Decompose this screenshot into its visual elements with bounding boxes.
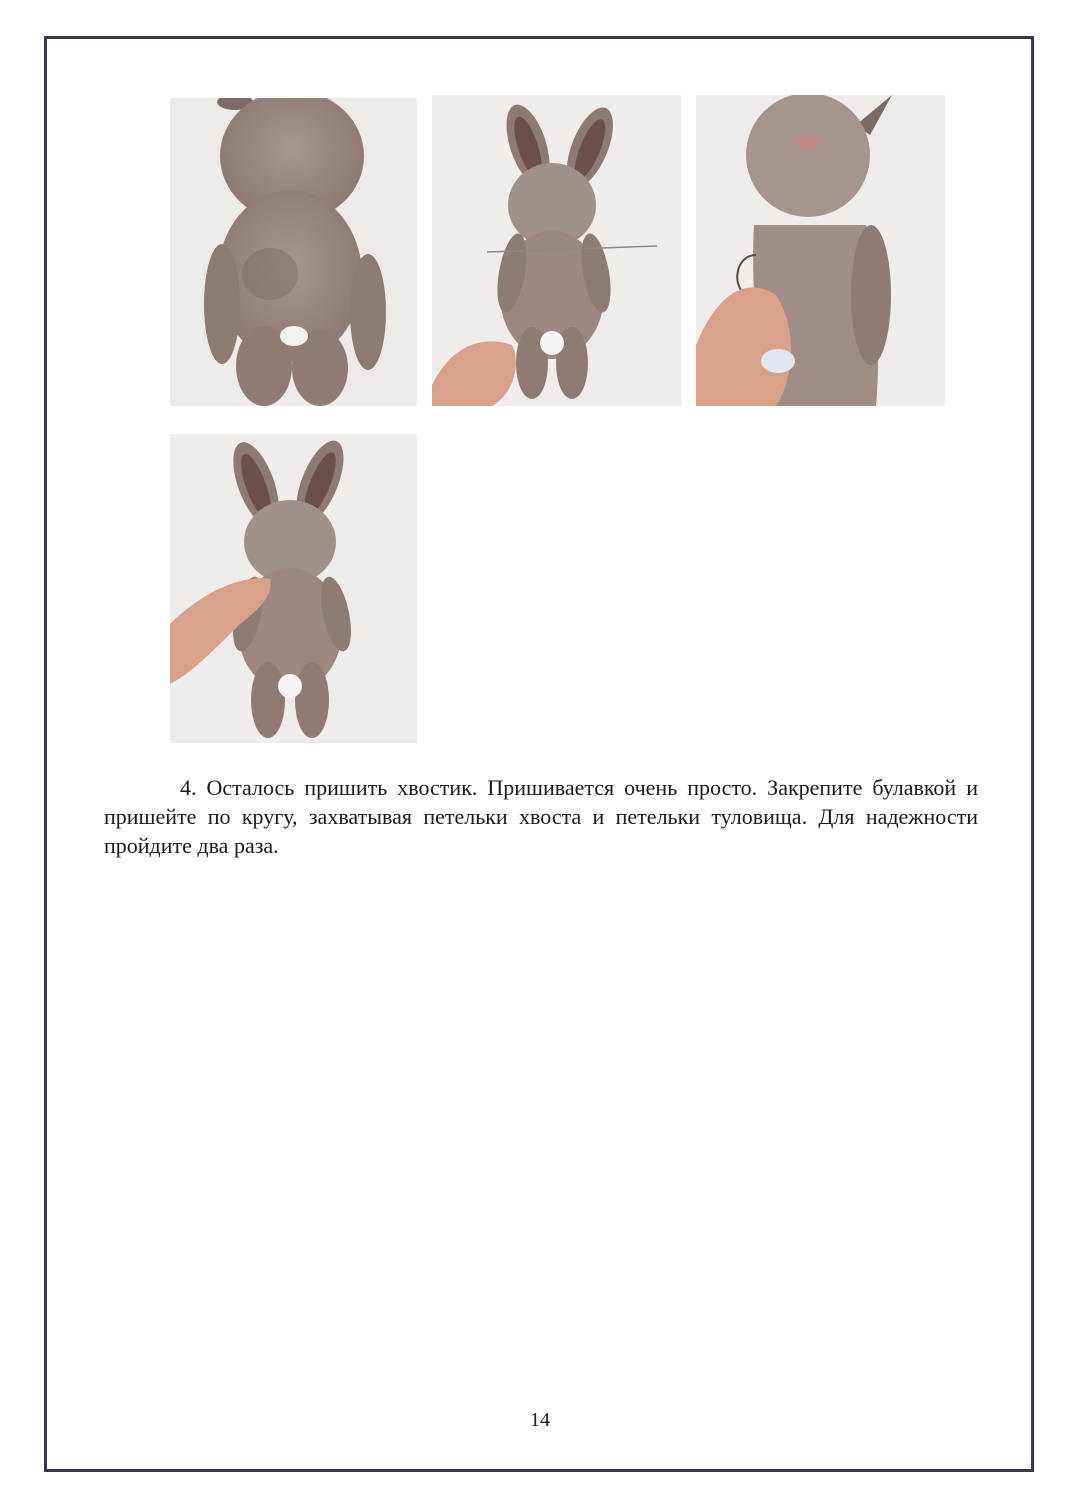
photo-bunny-closeup [696, 95, 945, 406]
knitted-bunny-closeup-photo-icon [696, 95, 945, 406]
photo-bunny-needle [432, 95, 681, 406]
instruction-paragraph: 4. Осталось пришить хвостик. Пришивается очень просто. Закрепите булавкой и пришейте по кругу, захватывая петельки хвоста и петельки туловища. Для надежности пройдите два раза. [104, 775, 978, 858]
photo-bunny-body [170, 98, 417, 406]
knitted-bunny-with-needle-photo-icon [432, 95, 681, 406]
page-number: 14 [530, 1409, 550, 1431]
knitted-bunny-finished-photo-icon [170, 434, 417, 743]
photo-bunny-finished [170, 434, 417, 743]
knitted-bunny-body-photo-icon [170, 98, 417, 406]
